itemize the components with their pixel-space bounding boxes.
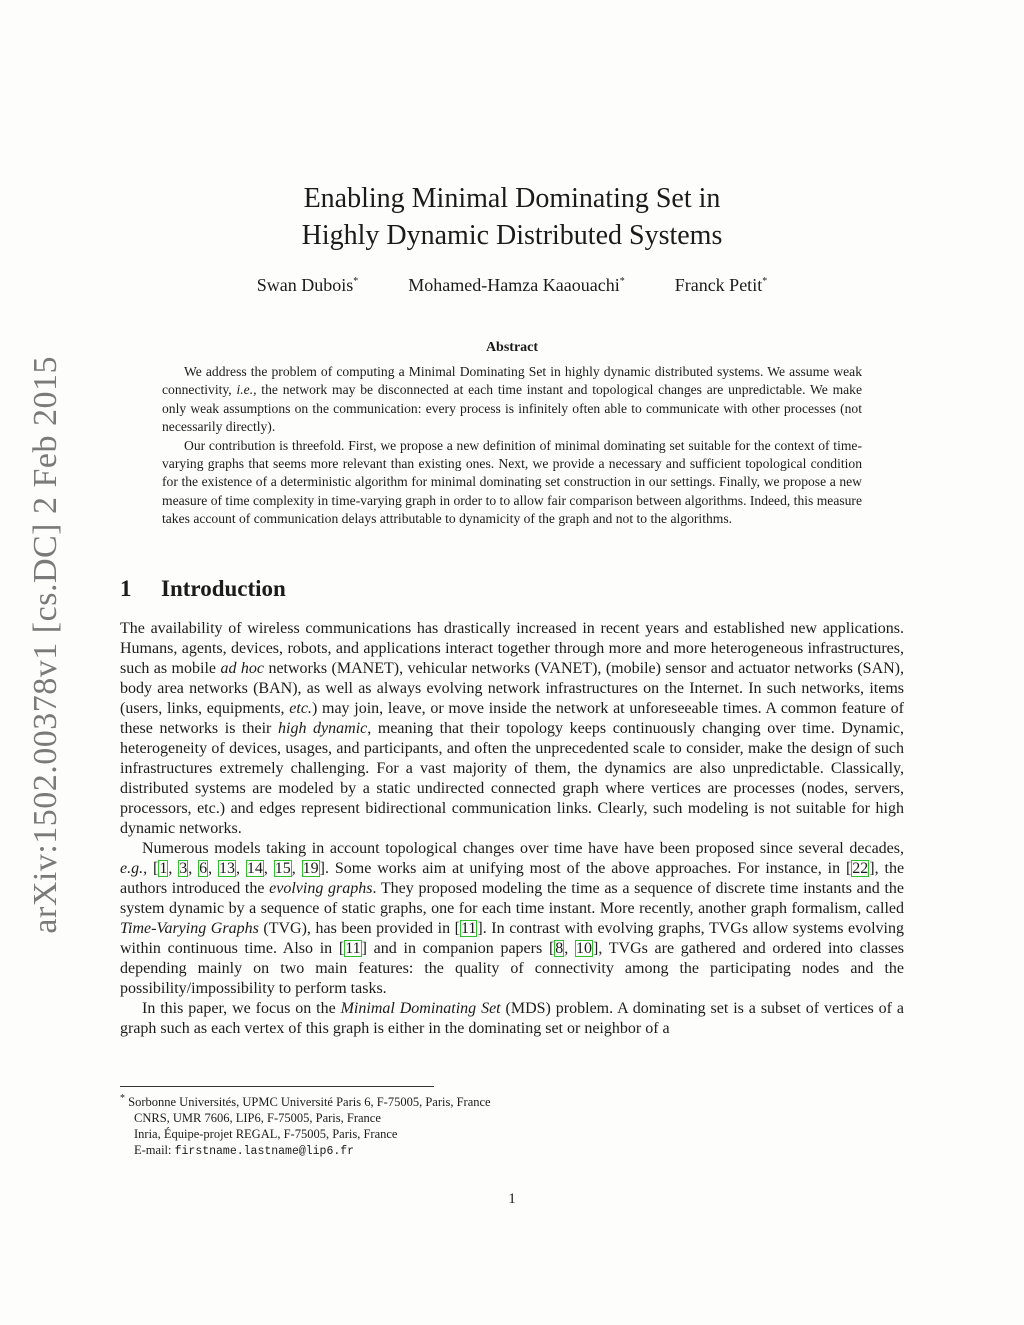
citation-link[interactable]: 3 <box>179 860 188 877</box>
citation-link[interactable]: 8 <box>555 940 564 957</box>
citation-link[interactable]: 10 <box>575 940 592 957</box>
text-run: . They proposed modeling the time as a sequence of discrete time instants and the system dynamic by a sequence of static graphs, one for each time instant. More recently, another graph formalism, called <box>120 880 904 917</box>
author-list <box>120 275 904 296</box>
email-label: E-mail: <box>134 1143 175 1158</box>
affiliation-mark: * <box>619 276 625 287</box>
body-paragraph <box>120 619 904 839</box>
arxiv-stamp <box>16 355 76 935</box>
citation-link[interactable]: 6 <box>199 860 208 877</box>
citation-link[interactable]: 11 <box>345 940 361 957</box>
text-run: , TVGs are gathered and ordered into classes depending mainly on two main features: the quality of connectivity among the participating nodes and the possibility/impossibility to perform tasks. <box>120 940 905 997</box>
footnote <box>120 1091 720 1160</box>
section-number: 1 <box>120 576 132 601</box>
citation-link[interactable]: 19 <box>302 860 319 877</box>
text-run: Numerous models taking in account topological changes over time have have been proposed since several decades, <box>142 840 904 857</box>
title-line-2: Highly Dynamic Distributed Systems <box>301 220 723 251</box>
footnote-text: Sorbonne Universités, UPMC Université Paris 6, F-75005, Paris, France <box>128 1095 491 1110</box>
text-run: . Some works aim at unifying most of the above approaches. For instance, in <box>325 860 846 877</box>
text-run: (MDS) problem. A dominating set is a subset of vertices of a graph such as each vertex of this graph is either in the dominating set or neighbor of a <box>120 1000 904 1037</box>
abstract-heading: Abstract <box>485 340 539 355</box>
abstract-body <box>162 363 862 529</box>
citation-link[interactable]: 15 <box>274 860 291 877</box>
citation-link[interactable]: 13 <box>219 860 235 877</box>
footnote-line <box>120 1091 720 1110</box>
author <box>675 275 768 296</box>
text-run-italic: high dynamic <box>278 720 368 737</box>
author-name: Swan Dubois <box>256 275 354 295</box>
affiliation-mark: * <box>762 276 768 287</box>
text-run-italic: etc. <box>289 700 312 717</box>
title-line-1: Enabling Minimal Dominating Set in <box>303 183 721 214</box>
citation-link[interactable]: 1 <box>159 860 168 877</box>
text-run-italic: i.e., <box>236 382 257 398</box>
text-run: , the authors introduced the <box>120 860 905 897</box>
text-run: networks (MANET), vehicular networks (VANET), (mobile) sensor and actuator networks (SAN), body area networks (BAN), as well as always evolving network infrastructures on the Internet. In such networks, items (users, links, equipments, <box>120 660 905 717</box>
text-run: , meaning that their topology keeps continuously changing over time. Dynamic, heterogeneity of devices, usages, and participants, and often the unprecedented scale to consider, make the design of such infrastructures extremely challenging. For a vast majority of them, the dynamics are also unpredictable. Classically, distributed systems are modeled by a static undirected connected graph where vertices are processes (nodes, servers, processors, etc.) and edges represent bidirectional communication links. Clearly, such modeling is not suitable for high dynamic networks. <box>120 720 904 837</box>
text-run: and in companion papers <box>366 940 549 957</box>
arxiv-identifier: arXiv:1502.00378v1 [cs.DC] 2 Feb 2015 <box>27 356 64 934</box>
abstract-paragraph: Our contribution is threefold. First, we propose a new definition of minimal dominating set suitable for the context of time-varying graphs that seems more relevant than existing ones. Next, we provide a necessary and sufficient topological condition for the existence of a deterministic algorithm for minimal dominating set construction in our settings. Finally, we propose a new measure of time complexity in time-varying graph in order to to allow fair comparison between algorithms. Indeed, this measure takes account of communication delays attributable to dynamicity of the graph and not to the algorithms. <box>162 437 862 527</box>
author-name: Mohamed-Hamza Kaaouachi <box>408 275 620 295</box>
intro-body <box>120 619 904 1039</box>
affiliation-mark: * <box>353 276 359 287</box>
section-title: Introduction <box>161 576 286 601</box>
page-number: 1 <box>508 1191 516 1207</box>
text-run: the network may be disconnected at each time instant and topological changes are unpredictable. We make only weak assumptions on the communication: every process is infinitely often able to communicate with other processes (not necessarily directly). <box>162 382 863 435</box>
footnote-line: Inria, Équipe-projet REGAL, F-75005, Paris, France <box>134 1127 398 1142</box>
text-run: (TVG), has been provided in <box>258 920 455 937</box>
body-paragraph: Numerous models taking in account topological changes over time have have been proposed since several decades, e.g., [1, 3, 6, 13, 14, 15, 19]. Some works aim at unifying most of the above approaches. For instance, in [22], the authors introduced the evolving graphs. They proposed modeling the time as a sequence of discrete time instants and the system dynamic by a sequence of static graphs, one for each time instant. More recently, another graph formalism, called Time-Varying Graphs (TVG), has been provided in [11]. In contrast with evolving graphs, TVGs allow systems evolving within continuous time. Also in [11] and in companion papers [8, 10], TVGs are gathered and ordered into classes depending mainly on two main features: the quality of connectivity among the participating nodes and the possibility/impossibility to perform tasks. <box>120 840 905 997</box>
text-run-italic: Time-Varying Graphs <box>120 920 259 937</box>
footnote-rule <box>120 1086 434 1087</box>
citation-link[interactable]: 11 <box>460 920 477 937</box>
text-run: We address the problem of computing a Minimal Dominating Set in highly dynamic distributed systems. We assume weak connectivity, <box>162 364 862 398</box>
text-run: ) may join, leave, or move inside the network at unforeseeable times. A common feature of these networks is their <box>120 700 904 737</box>
text-run: In this paper, we focus on the <box>142 1000 341 1017</box>
author <box>257 275 359 296</box>
footnote-line <box>120 1142 720 1160</box>
footnote-line: CNRS, UMR 7606, LIP6, F-75005, Paris, France <box>134 1111 381 1126</box>
abstract-paragraph <box>162 363 862 437</box>
text-run-italic: Minimal Dominating Set <box>340 1000 501 1017</box>
body-paragraph <box>120 999 904 1039</box>
email-address: firstname.lastname@lip6.fr <box>174 1145 355 1159</box>
text-run-italic: evolving graphs <box>269 880 373 897</box>
text-run-italic: e.g., <box>120 860 148 877</box>
text-run: The availability of wireless communications has drastically increased in recent years and established new applications. Humans, agents, devices, robots, and applications interact together through more and more heterogeneous infrastructures, such as mobile <box>120 620 904 677</box>
text-run-italic: ad hoc <box>220 660 264 677</box>
citation-link[interactable]: 22 <box>852 860 869 877</box>
footnote-mark: * <box>120 1093 125 1104</box>
section-heading <box>120 576 286 602</box>
citation-link[interactable]: 14 <box>246 860 263 877</box>
author-name: Franck Petit <box>674 275 763 295</box>
author <box>408 275 624 296</box>
paper-title <box>120 180 904 254</box>
text-run: . In contrast with evolving graphs, TVGs allow systems evolving within continuous time. Also in <box>120 920 904 957</box>
